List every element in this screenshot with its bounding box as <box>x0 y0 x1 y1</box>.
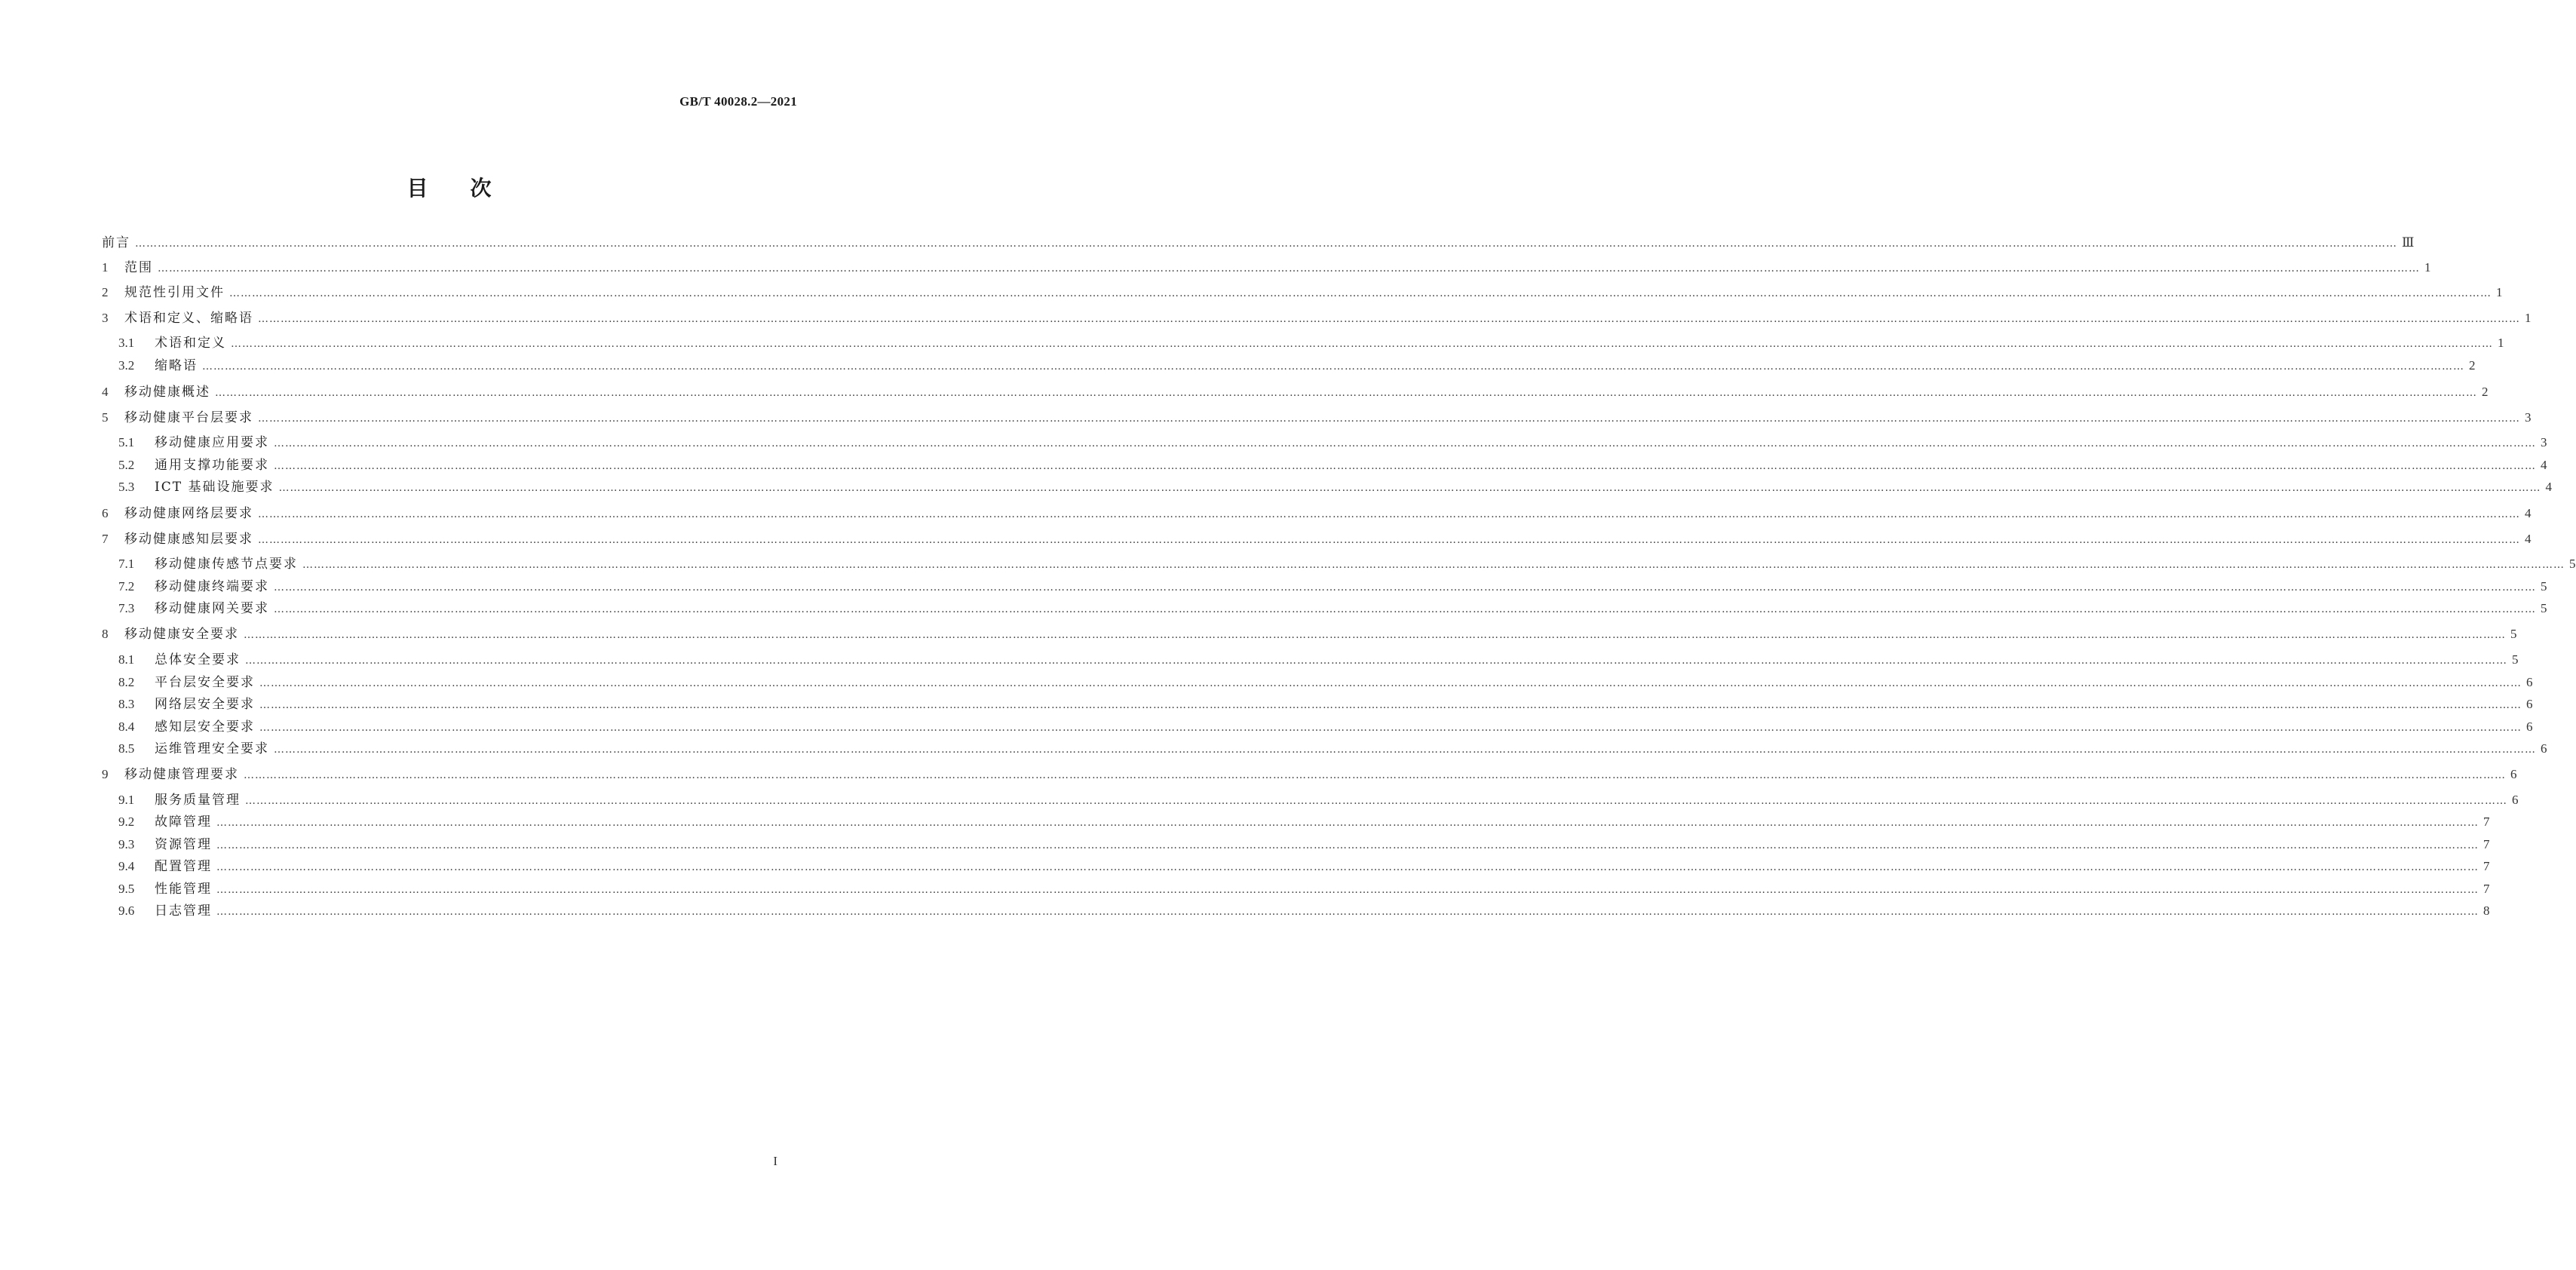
toc-entry-page: 5 <box>2541 579 2547 594</box>
toc-entry-page: 6 <box>2526 675 2533 689</box>
toc-subentry[interactable] <box>118 836 2490 854</box>
toc-entry-title: 前言 <box>102 235 130 250</box>
toc-entry-page: 6 <box>2512 793 2519 807</box>
toc-entry-title: 日志管理 <box>155 903 212 919</box>
toc-entry-number: 5.2 <box>118 458 135 472</box>
toc-entry[interactable] <box>102 284 2503 302</box>
toc-entry-number: 3 <box>102 311 109 325</box>
toc-entry-page: 1 <box>2496 285 2503 299</box>
toc-entry-number: 8 <box>102 627 109 641</box>
toc-entry-number: 2 <box>102 285 109 299</box>
toc-dot-leader: …………………………………………………………………………………………………………………………………………………………………………………………………………………………………………………………………………………………………………………………………………………………………………………………………………………………………………………………………………………………………………………………………………………… <box>258 508 2520 520</box>
toc-entry-page: 4 <box>2525 506 2532 520</box>
toc-entry-title: 感知层安全要求 <box>155 719 255 735</box>
toc-subentry[interactable] <box>118 478 2552 496</box>
toc-dot-leader: …………………………………………………………………………………………………………………………………………………………………………………………………………………………………………………………………………………………………………………………………………………………………………………………………………………………………………………………………………………………………………………………………………………… <box>274 460 2536 472</box>
toc-entry-number: 5.1 <box>118 435 135 449</box>
toc-entry-number: 7 <box>102 532 109 546</box>
toc-entry-number: 7.3 <box>118 601 135 615</box>
toc-entry[interactable] <box>102 259 2431 277</box>
toc-entry-title: 移动健康安全要求 <box>124 627 239 642</box>
toc-dot-leader: …………………………………………………………………………………………………………………………………………………………………………………………………………………………………………………………………………………………………………………………………………………………………………………………………………………………………………………………………………………………………………………………………………………… <box>302 559 2565 571</box>
toc-entry-page: 5 <box>2512 652 2519 667</box>
toc-dot-leader: …………………………………………………………………………………………………………………………………………………………………………………………………………………………………………………………………………………………………………………………………………………………………………………………………………………………………………………………………………………………………………………………………………………… <box>278 482 2541 494</box>
toc-entry-number: 8.4 <box>118 719 135 734</box>
toc-subentry[interactable] <box>118 673 2533 692</box>
toc-subentry[interactable] <box>118 791 2519 809</box>
toc-entry[interactable] <box>102 383 2489 401</box>
toc-entry-title: 移动健康应用要求 <box>155 435 269 450</box>
toc-entry-title: 术语和定义 <box>155 336 226 351</box>
toc-entry-number: 8.1 <box>118 652 135 667</box>
toc-dot-leader: …………………………………………………………………………………………………………………………………………………………………………………………………………………………………………………………………………………………………………………………………………………………………………………………………………………………………………………………………………………………………………………………………………………… <box>215 387 2477 399</box>
toc-entry[interactable] <box>102 530 2532 548</box>
toc-dot-leader: …………………………………………………………………………………………………………………………………………………………………………………………………………………………………………………………………………………………………………………………………………………………………………………………………………………………………………………………………………………………………………………………………………………… <box>274 437 2536 449</box>
toc-entry-title: 移动健康网络层要求 <box>124 506 253 521</box>
toc-dot-leader: …………………………………………………………………………………………………………………………………………………………………………………………………………………………………………………………………………………………………………………………………………………………………………………………………………………………………………………………………………………………………………………………………………………… <box>274 744 2536 756</box>
toc-dot-leader: …………………………………………………………………………………………………………………………………………………………………………………………………………………………………………………………………………………………………………………………………………………………………………………………………………………………………………………………………………………………………………………………………………………… <box>245 655 2507 667</box>
toc-dot-leader: …………………………………………………………………………………………………………………………………………………………………………………………………………………………………………………………………………………………………………………………………………………………………………………………………………………………………………………………………………………………………………………………………………………… <box>259 722 2522 734</box>
toc-dot-leader: …………………………………………………………………………………………………………………………………………………………………………………………………………………………………………………………………………………………………………………………………………………………………………………………………………………………………………………………………………………………………………………………………………………… <box>202 360 2464 373</box>
toc-entry-page: 4 <box>2541 458 2547 472</box>
toc-entry-number: 8.5 <box>118 741 135 756</box>
toc-entry-number: 1 <box>102 260 109 275</box>
toc-entry-number: 9.5 <box>118 882 135 896</box>
toc-entry-page: 5 <box>2510 627 2517 641</box>
toc-subentry[interactable] <box>118 651 2519 669</box>
toc-entry[interactable] <box>102 765 2517 784</box>
toc-dot-leader: …………………………………………………………………………………………………………………………………………………………………………………………………………………………………………………………………………………………………………………………………………………………………………………………………………………………………………………………………………………………………………………………………………………… <box>244 629 2506 641</box>
toc-entry-page: 5 <box>2569 557 2576 571</box>
toc-entry-page: 7 <box>2483 837 2490 851</box>
toc-entry-number: 9.2 <box>118 814 135 829</box>
toc-dot-leader: …………………………………………………………………………………………………………………………………………………………………………………………………………………………………………………………………………………………………………………………………………………………………………………………………………………………………………………………………………………………………………………………………………………… <box>258 534 2520 546</box>
toc-entry-title: 通用支撑功能要求 <box>155 458 269 473</box>
toc-entry-page: 1 <box>2424 260 2431 275</box>
toc-subentry[interactable] <box>118 880 2490 898</box>
toc-entry-page: 4 <box>2525 532 2532 546</box>
toc-subentry[interactable] <box>118 357 2476 375</box>
toc-entry-page: 2 <box>2482 385 2489 399</box>
toc-entry-page: 4 <box>2545 480 2552 494</box>
toc-entry-page: 6 <box>2510 767 2517 781</box>
toc-dot-leader: …………………………………………………………………………………………………………………………………………………………………………………………………………………………………………………………………………………………………………………………………………………………………………………………………………………………………………………………………………………………………………………………………………………… <box>135 238 2397 250</box>
toc-subentry[interactable] <box>118 740 2547 758</box>
toc-dot-leader: …………………………………………………………………………………………………………………………………………………………………………………………………………………………………………………………………………………………………………………………………………………………………………………………………………………………………………………………………………………………………………………………………………………… <box>274 603 2536 615</box>
toc-dot-leader: …………………………………………………………………………………………………………………………………………………………………………………………………………………………………………………………………………………………………………………………………………………………………………………………………………………………………………………………………………………………………………………………………………………… <box>158 262 2420 275</box>
toc-dot-leader: …………………………………………………………………………………………………………………………………………………………………………………………………………………………………………………………………………………………………………………………………………………………………………………………………………………………………………………………………………………………………………………………………………………… <box>216 861 2479 873</box>
toc-dot-leader: …………………………………………………………………………………………………………………………………………………………………………………………………………………………………………………………………………………………………………………………………………………………………………………………………………………………………………………………………………………………………………………………………………………… <box>216 839 2479 851</box>
toc-entry-number: 6 <box>102 506 109 520</box>
toc-entry-title: 规范性引用文件 <box>124 285 225 300</box>
toc-entry-page: 6 <box>2541 741 2547 756</box>
toc-entry-title: 总体安全要求 <box>155 652 241 667</box>
toc-subentry[interactable] <box>118 902 2490 920</box>
toc-entry-page: 7 <box>2483 814 2490 829</box>
standard-code: GB/T 40028.2—2021 <box>679 94 797 109</box>
toc-subentry[interactable] <box>118 578 2547 596</box>
toc-subentry[interactable] <box>118 334 2504 352</box>
toc-entry-title: 移动健康管理要求 <box>124 767 239 782</box>
toc-entry[interactable] <box>102 309 2532 327</box>
toc-dot-leader: …………………………………………………………………………………………………………………………………………………………………………………………………………………………………………………………………………………………………………………………………………………………………………………………………………………………………………………………………………………………………………………………………………………… <box>258 313 2520 325</box>
toc-entry-page: 7 <box>2483 859 2490 873</box>
toc-entry-title: 运维管理安全要求 <box>155 741 269 756</box>
toc-dot-leader: …………………………………………………………………………………………………………………………………………………………………………………………………………………………………………………………………………………………………………………………………………………………………………………………………………………………………………………………………………………………………………………………………………………… <box>229 287 2492 299</box>
toc-dot-leader: …………………………………………………………………………………………………………………………………………………………………………………………………………………………………………………………………………………………………………………………………………………………………………………………………………………………………………………………………………………………………………………………………………………… <box>231 338 2493 350</box>
toc-entry-title: 移动健康传感节点要求 <box>155 557 298 572</box>
toc-dot-leader: …………………………………………………………………………………………………………………………………………………………………………………………………………………………………………………………………………………………………………………………………………………………………………………………………………………………………………………………………………………………………………………………………………………… <box>259 677 2522 689</box>
toc-entry-page: 1 <box>2498 336 2504 350</box>
toc-dot-leader: …………………………………………………………………………………………………………………………………………………………………………………………………………………………………………………………………………………………………………………………………………………………………………………………………………………………………………………………………………………………………………………………………………………… <box>245 795 2507 807</box>
toc-dot-leader: …………………………………………………………………………………………………………………………………………………………………………………………………………………………………………………………………………………………………………………………………………………………………………………………………………………………………………………………………………………………………………………………………………………… <box>244 769 2506 781</box>
page-title: 目 次 <box>406 176 492 201</box>
toc-entry-title: 移动健康平台层要求 <box>124 410 253 425</box>
toc-entry-number: 9.1 <box>118 793 135 807</box>
toc-entry-title: 平台层安全要求 <box>155 675 255 690</box>
toc-entry-title: 术语和定义、缩略语 <box>124 311 253 326</box>
toc-dot-leader: …………………………………………………………………………………………………………………………………………………………………………………………………………………………………………………………………………………………………………………………………………………………………………………………………………………………………………………………………………………………………………………………………………………… <box>274 581 2536 594</box>
toc-entry-page: 5 <box>2541 601 2547 615</box>
toc-entry-title: 服务质量管理 <box>155 793 241 808</box>
toc-entry-number: 4 <box>102 385 109 399</box>
toc-subentry[interactable] <box>118 555 2576 573</box>
toc-entry-number: 8.3 <box>118 697 135 711</box>
toc-entry-title: 资源管理 <box>155 837 212 852</box>
toc-dot-leader: …………………………………………………………………………………………………………………………………………………………………………………………………………………………………………………………………………………………………………………………………………………………………………………………………………………………………………………………………………………………………………………………………………………… <box>259 699 2522 711</box>
toc-entry-page: Ⅲ <box>2402 235 2415 250</box>
toc-entry-number: 7.1 <box>118 557 135 571</box>
toc-subentry[interactable] <box>118 695 2533 713</box>
toc-entry-page: 8 <box>2483 903 2490 918</box>
toc-entry-title: 缩略语 <box>155 358 198 373</box>
toc-dot-leader: …………………………………………………………………………………………………………………………………………………………………………………………………………………………………………………………………………………………………………………………………………………………………………………………………………………………………………………………………………………………………………………………………………………… <box>216 884 2479 896</box>
toc-entry-title: 移动健康网关要求 <box>155 601 269 616</box>
toc-entry-number: 9.6 <box>118 903 135 918</box>
toc-entry-title: 故障管理 <box>155 814 212 830</box>
toc-entry-title: 网络层安全要求 <box>155 697 255 712</box>
toc-dot-leader: …………………………………………………………………………………………………………………………………………………………………………………………………………………………………………………………………………………………………………………………………………………………………………………………………………………………………………………………………………………………………………………………………………………… <box>258 413 2520 425</box>
toc-entry-title: 移动健康概述 <box>124 385 210 400</box>
toc-entry-title: 移动健康终端要求 <box>155 579 269 594</box>
toc-entry-page: 3 <box>2541 435 2547 449</box>
toc-entry-number: 7.2 <box>118 579 135 594</box>
toc-subentry[interactable] <box>118 813 2490 831</box>
toc-entry[interactable] <box>102 625 2517 643</box>
toc-subentry[interactable] <box>118 456 2547 474</box>
toc-entry-page: 2 <box>2469 358 2476 373</box>
toc-entry-number: 9 <box>102 767 109 781</box>
toc-entry-number: 3.2 <box>118 358 135 373</box>
toc-subentry[interactable] <box>118 600 2547 618</box>
toc-entry-title: 范围 <box>124 260 153 275</box>
toc-entry-number: 5 <box>102 410 109 425</box>
toc-subentry[interactable] <box>118 718 2533 736</box>
toc-entry-title: ICT 基础设施要求 <box>155 480 274 495</box>
toc-entry-page: 1 <box>2525 311 2532 325</box>
toc-entry-title: 性能管理 <box>155 882 212 897</box>
toc-entry-number: 9.3 <box>118 837 135 851</box>
toc-entry-page: 6 <box>2526 719 2533 734</box>
toc-entry[interactable] <box>102 234 2415 252</box>
toc-entry-page: 3 <box>2525 410 2532 425</box>
toc-entry-number: 8.2 <box>118 675 135 689</box>
toc-entry-page: 6 <box>2526 697 2533 711</box>
toc-entry-title: 移动健康感知层要求 <box>124 532 253 547</box>
toc-entry-title: 配置管理 <box>155 859 212 874</box>
toc-entry[interactable] <box>102 505 2532 523</box>
toc-dot-leader: …………………………………………………………………………………………………………………………………………………………………………………………………………………………………………………………………………………………………………………………………………………………………………………………………………………………………………………………………………………………………………………………………………………… <box>216 817 2479 829</box>
toc-entry-number: 5.3 <box>118 480 135 494</box>
toc-subentry[interactable] <box>118 857 2490 876</box>
toc-entry[interactable] <box>102 409 2532 427</box>
toc-entry-number: 3.1 <box>118 336 135 350</box>
footer-page-number: I <box>773 1154 777 1168</box>
toc-subentry[interactable] <box>118 434 2547 452</box>
toc-entry-number: 9.4 <box>118 859 135 873</box>
toc-dot-leader: …………………………………………………………………………………………………………………………………………………………………………………………………………………………………………………………………………………………………………………………………………………………………………………………………………………………………………………………………………………………………………………………………………………… <box>216 906 2479 918</box>
toc-entry-page: 7 <box>2483 882 2490 896</box>
